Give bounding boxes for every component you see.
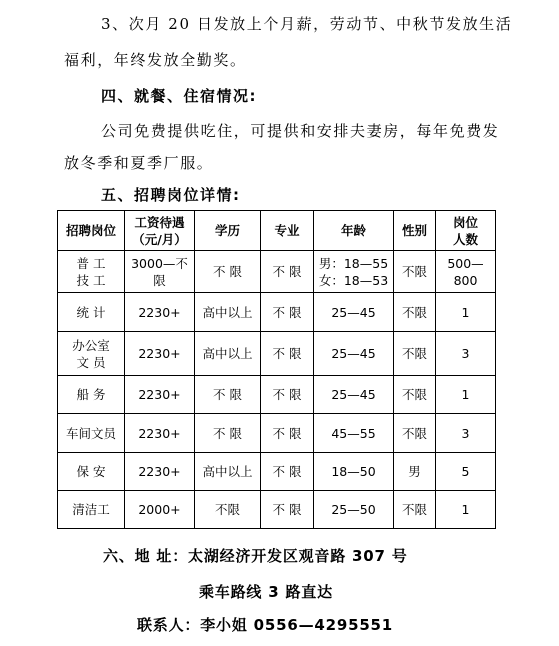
table-cell: 不 限 [195,251,261,293]
table-cell: 统 计 [58,293,125,332]
jobs-table [57,210,496,529]
table-cell: 不限 [394,491,436,529]
table-cell: 男：18—55 女：18—53 [314,251,394,293]
paragraph-line: 福利，年终发放全勤奖。 [64,51,247,69]
table-row [58,332,496,376]
table-header-row [58,211,496,251]
header-cell: 学历 [195,211,261,251]
header-cell: 年龄 [314,211,394,251]
header-cell: 专业 [261,211,314,251]
table-cell: 车间文员 [58,414,125,453]
table-cell: 2230+ [125,376,195,414]
table-cell: 清洁工 [58,491,125,529]
table-cell: 1 [436,293,496,332]
header-cell: 工资待遇 （元/月） [125,211,195,251]
table-cell: 高中以上 [195,332,261,376]
section-heading-5: 五、招聘岗位详情: [101,186,241,204]
table-cell: 2230+ [125,332,195,376]
table-cell: 不 限 [261,332,314,376]
table-cell: 1 [436,491,496,529]
table-cell: 3 [436,414,496,453]
header-cell: 性别 [394,211,436,251]
table-cell: 2230+ [125,293,195,332]
table-cell: 不 限 [261,376,314,414]
table-cell: 不限 [394,332,436,376]
table-cell: 不 限 [195,414,261,453]
table-row [58,376,496,414]
table-cell: 5 [436,453,496,491]
table-cell: 高中以上 [195,293,261,332]
table-cell: 不 限 [195,376,261,414]
header-cell: 招聘岗位 [58,211,125,251]
table-row [58,414,496,453]
table-cell: 2230+ [125,453,195,491]
table-cell: 25—45 [314,293,394,332]
table-cell: 男 [394,453,436,491]
table-cell: 普 工 技 工 [58,251,125,293]
table-cell: 45—55 [314,414,394,453]
paragraph-line: 放冬季和夏季厂服。 [64,154,214,172]
table-cell: 不限 [394,414,436,453]
table-cell: 办公室 文 员 [58,332,125,376]
contact-line: 联系人：李小姐 0556—4295551 [137,616,394,634]
table-row [58,491,496,529]
table-cell: 保 安 [58,453,125,491]
table-cell: 不限 [394,251,436,293]
table-cell: 船 务 [58,376,125,414]
section-heading-4: 四、就餐、住宿情况: [101,87,257,105]
table-cell: 不 限 [261,251,314,293]
table-cell: 3000—不限 [125,251,195,293]
table-cell: 不 限 [261,414,314,453]
table-cell: 不 限 [261,453,314,491]
table-cell: 2230+ [125,414,195,453]
table-cell: 500—800 [436,251,496,293]
table-row [58,251,496,293]
address-line: 六、地 址：太湖经济开发区观音路 307 号 [103,547,408,565]
bus-route-line: 乘车路线 3 路直达 [199,583,333,601]
table-cell: 3 [436,332,496,376]
table-cell: 18—50 [314,453,394,491]
paragraph-line: 3、次月 20 日发放上个月薪，劳动节、中秋节发放生活 [101,15,513,33]
table-row [58,293,496,332]
table-cell: 2000+ [125,491,195,529]
paragraph-line: 公司免费提供吃住，可提供和安排夫妻房，每年免费发 [101,122,500,140]
table-cell: 不 限 [261,293,314,332]
table-cell: 25—45 [314,332,394,376]
table-cell: 25—45 [314,376,394,414]
table-cell: 不限 [195,491,261,529]
table-row [58,453,496,491]
table-cell: 不限 [394,376,436,414]
table-cell: 不限 [394,293,436,332]
table-cell: 高中以上 [195,453,261,491]
header-cell: 岗位 人数 [436,211,496,251]
table-cell: 25—50 [314,491,394,529]
table-cell: 不 限 [261,491,314,529]
table-cell: 1 [436,376,496,414]
